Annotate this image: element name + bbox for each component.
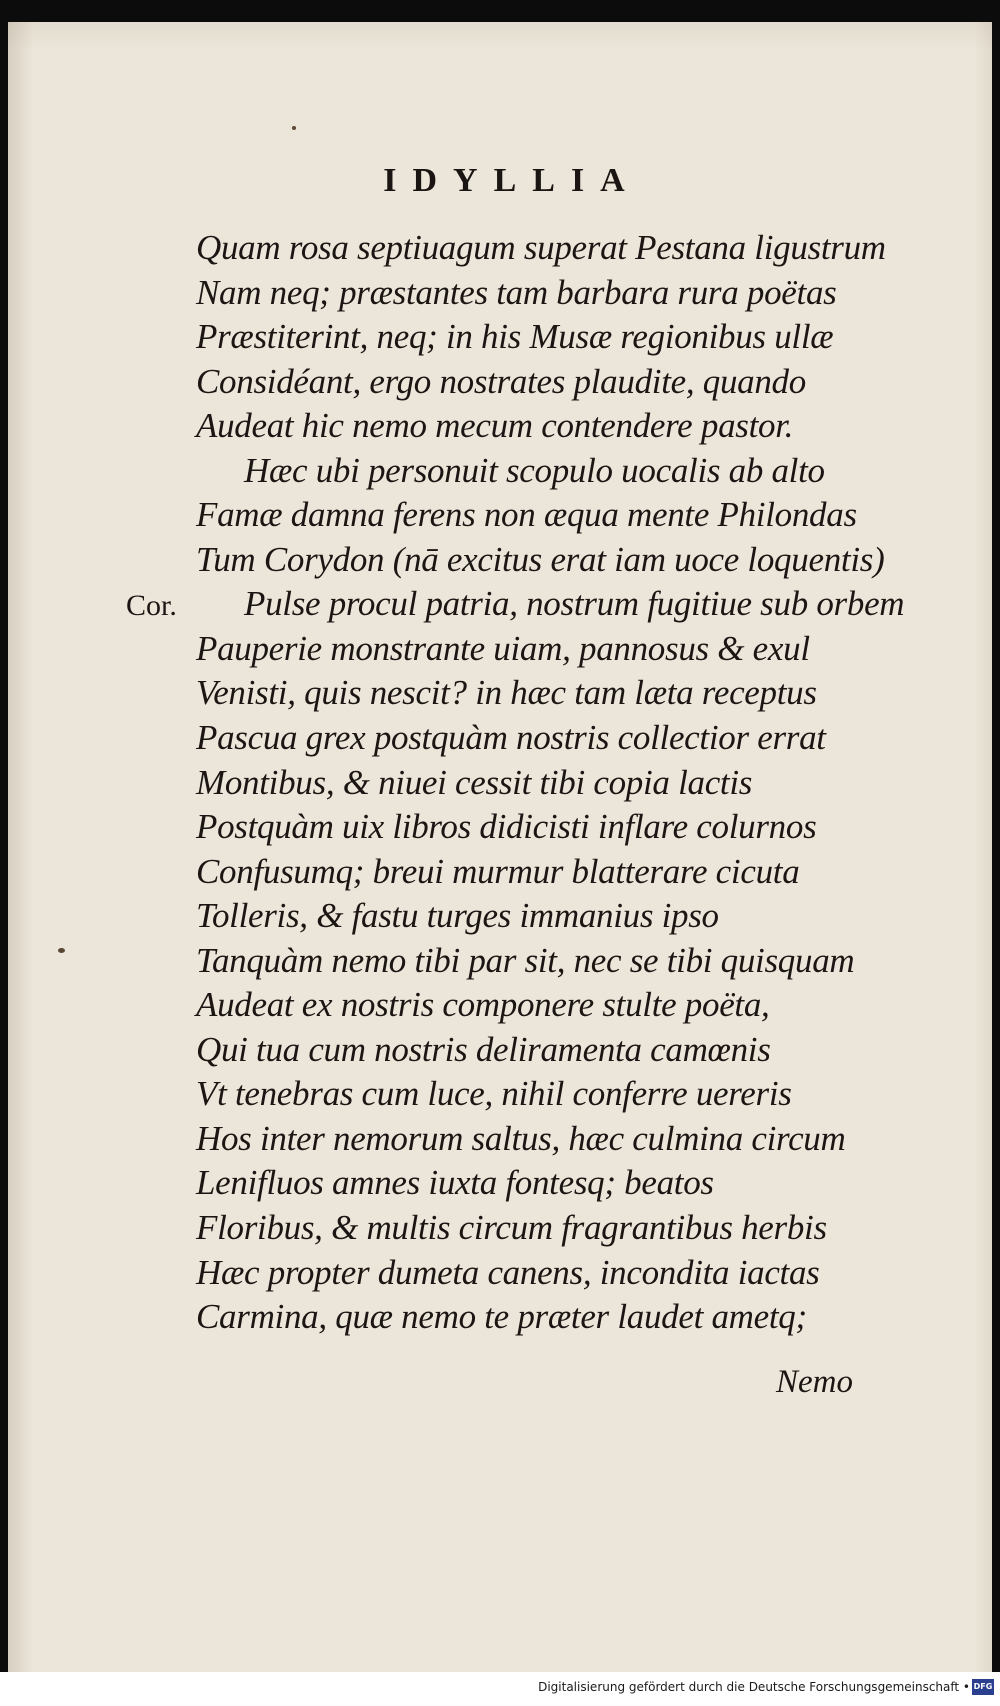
- verse-line: Famæ damna ferens non æqua mente Philondas: [196, 495, 857, 535]
- verse-line: Nam neq; præstantes tam barbara rura poëtas: [196, 272, 837, 312]
- verse-line: Confusumq; breui murmur blatterare cicuta: [196, 851, 800, 891]
- verse-line: Tanquàm nemo tibi par sit, nec se tibi quisquam: [196, 940, 855, 980]
- verse-line: Hos inter nemorum saltus, hæc culmina circum: [196, 1118, 846, 1158]
- ink-speck: [58, 948, 65, 953]
- verse-line: Pascua grex postquàm nostris collectior errat: [196, 718, 826, 758]
- verse-line: Audeat hic nemo mecum contendere pastor.: [196, 406, 794, 446]
- verse-line: Hæc ubi personuit scopulo uocalis ab alto: [244, 450, 825, 490]
- verse-line: Venisti, quis nescit? in hæc tam læta receptus: [196, 673, 817, 713]
- running-head: IDYLLIA: [383, 162, 641, 199]
- verse-line: Qui tua cum nostris deliramenta camœnis: [196, 1029, 771, 1069]
- verse-line: Quam rosa septiuagum superat Pestana ligustrum: [196, 228, 886, 267]
- speaker-label: Cor.: [126, 589, 177, 622]
- book-page: [8, 22, 992, 1672]
- dfg-logo-icon: DFG: [972, 1679, 994, 1695]
- ink-speck: [292, 126, 296, 130]
- verse-line: Carmina, quæ nemo te præter laudet ametq;: [196, 1297, 807, 1337]
- catchword: Nemo: [776, 1364, 853, 1400]
- verse-block: [196, 226, 916, 1340]
- verse-line: Montibus, & niuei cessit tibi copia lactis: [196, 762, 753, 802]
- verse-line: Hæc propter dumeta canens, incondita iactas: [196, 1252, 820, 1292]
- verse-line: Pauperie monstrante uiam, pannosus & exul: [196, 628, 810, 668]
- verse-line: Tum Corydon (nā excitus erat iam uoce loquentis): [196, 539, 885, 579]
- verse-line: Tolleris, & fastu turges immanius ipso: [196, 896, 719, 936]
- digitization-footer: [0, 1672, 1000, 1706]
- verse-line: Postquàm uix libros didicisti inflare colurnos: [196, 807, 817, 847]
- verse-line: Floribus, & multis circum fragrantibus herbis: [196, 1208, 827, 1248]
- verse-line: Lenifluos amnes iuxta fontesq; beatos: [196, 1163, 714, 1203]
- verse-line: Audeat ex nostris componere stulte poëta,: [196, 985, 770, 1025]
- funding-credit: Digitalisierung gefördert durch die Deutsche Forschungsgemeinschaft •: [538, 1680, 970, 1694]
- verse-line: Pulse procul patria, nostrum fugitiue sub orbem: [244, 584, 905, 624]
- verse-line: Præstiterint, neq; in his Musæ regionibus ullæ: [196, 317, 834, 357]
- verse-line: Considéant, ergo nostrates plaudite, quando: [196, 361, 806, 401]
- verse-line: Vt tenebras cum luce, nihil conferre uereris: [196, 1074, 792, 1114]
